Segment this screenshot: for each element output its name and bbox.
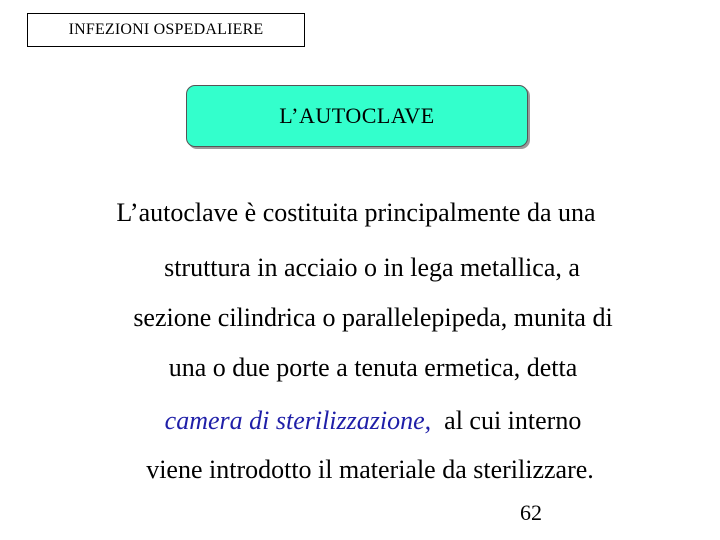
slide-title-box: [186, 85, 528, 147]
body-line-1: L’autoclave è costituita principalmente da una: [116, 198, 596, 227]
body-line-5-rest: al cui interno: [444, 406, 582, 435]
body-line-3: sezione cilindrica o parallelepipeda, munita di: [133, 303, 613, 332]
body-line-2: struttura in acciaio o in lega metallica, a: [164, 253, 580, 282]
slide-title: L’AUTOCLAVE: [279, 103, 435, 128]
body-line-4: una o due porte a tenuta ermetica, detta: [168, 353, 578, 382]
emphasized-term: camera di sterilizzazione,: [164, 406, 432, 435]
body-line-5: [13, 406, 720, 436]
page-number: 62: [520, 500, 542, 525]
section-header-label: INFEZIONI OSPEDALIERE: [27, 13, 305, 47]
body-line-6: viene introdotto il materiale da sterilizzare.: [146, 455, 594, 484]
